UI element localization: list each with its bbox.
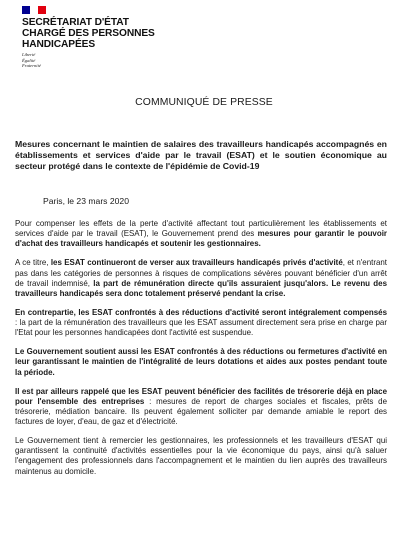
bold-text: la part de rémunération directe qu'ils assuraient jusqu'alors. Le revenu des travailleurs handicapés sera donc totalement préservé pendant la crise. [15,278,387,298]
bold-text: En contrepartie, les ESAT confrontés à des réductions d'activité seront intégralement compensés [15,307,387,317]
text-run: Le Gouvernement tient à remercier les gestionnaires, les professionnels et les travailleurs d'ESAT qui garantissent la continuité d'activités essentielles pour la vie économique du pays, ainsi qu'à saluer l'engagement des professionnels dans l'accompagnement et le maintien du lien auprès des travailleurs maintenus au domicile. [15,436,387,476]
bold-text: Le Gouvernement soutient aussi les ESAT confrontés à des réductions ou fermetures d'activité en leur garantissant le maintien de l'intégralité de leurs dotations et aides aux postes pendant toute la période. [15,347,387,377]
org-name [22,17,182,50]
flag-white-band [30,6,38,14]
government-logo [22,6,182,69]
text-run: , et n'entrant pas dans les catégories de personnes à risques de complications sévères pouvant bénéficier d'un arrêt de travail indemnisé, [15,258,387,288]
motto-line: Fraternité [22,63,41,69]
release-date: Paris, le 23 mars 2020 [43,196,129,206]
org-line: CHARGÉ DES PERSONNES [22,28,155,39]
body-paragraph [15,387,387,428]
body-paragraph [15,436,387,477]
org-line: HANDICAPÉES [22,39,96,50]
flag-red-band [38,6,46,14]
press-release-body [15,219,387,486]
body-paragraph [15,347,387,377]
press-release-title: COMMUNIQUÉ DE PRESSE [135,97,273,108]
flag-blue-band [22,6,30,14]
body-paragraph [15,308,387,338]
bold-text: Il est par ailleurs rappelé que les ESAT peuvent bénéficier des facilités de trésorerie déjà en place pour l'ensemble des entreprises [15,386,387,406]
text-run: A ce titre, [15,258,51,268]
bold-text: les ESAT continueront de verser aux travailleurs handicapés privés d'activité [50,258,343,268]
republic-motto [22,52,182,69]
org-line: SECRÉTARIAT D'ÉTAT [22,17,129,28]
press-release-subtitle: Mesures concernant le maintien de salaires des travailleurs handicapés accompagnés en établissements et services d'aide par le travail (ESAT) et le soutien économique au secteur protégé dans le contexte de l'épidémie de Covid-19 [15,139,387,172]
motto-line: Liberté [22,52,36,57]
body-paragraph [15,219,387,249]
motto-line: Égalité [22,57,36,63]
text-run: Pour compenser les effets de la perte d'activité affectant tout particulièrement les établissements et services d'aide par le travail (ESAT), le Gouvernement prend des [15,219,387,239]
body-paragraph [15,258,387,299]
text-run: : mesures de report de charges sociales et fiscales, prêts de trésorerie, médiation bancaire. Ils peuvent également solliciter par demande amiable le report des factures de loyer, d'eau, de gaz et d'électricité. [15,396,387,427]
bold-text: mesures pour garantir le pouvoir d'achat des travailleurs handicapés et soutenir les gestionnaires. [15,229,387,249]
french-flag-icon [22,6,46,14]
text-run: : la part de la rémunération des travailleurs que les ESAT assument directement sera prise en charge par l'Etat pour les personnes handicapées dont l'activité est suspendue. [15,318,387,338]
